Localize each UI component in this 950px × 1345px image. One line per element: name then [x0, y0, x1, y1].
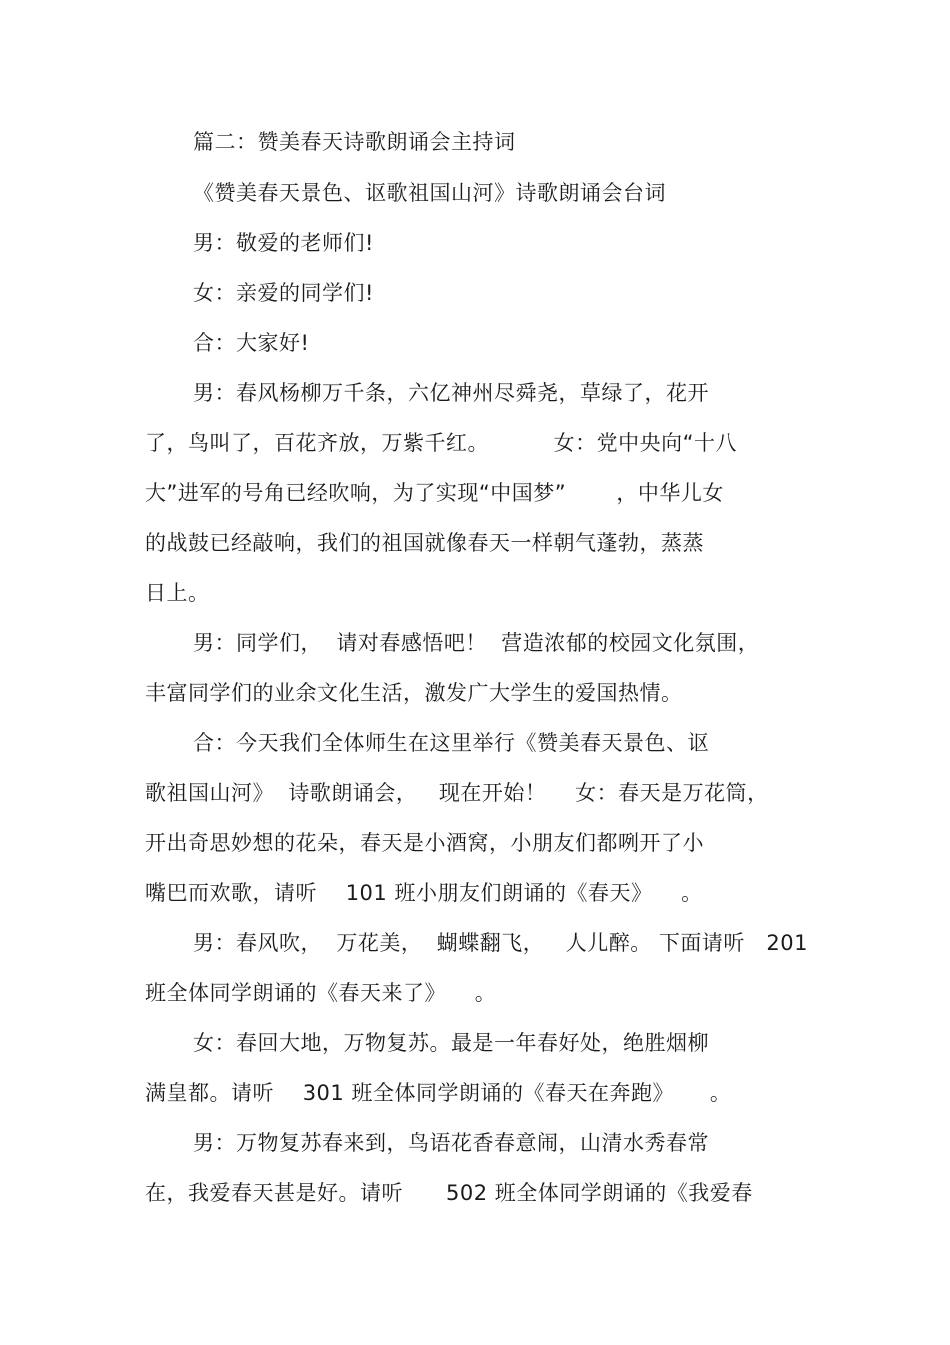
paragraph-line: 在，我爱春天甚是好。请听 502 班全体同学朗诵的《我爱春 — [145, 1181, 753, 1205]
paragraph-line: 女：春回大地，万物复苏。最是一年春好处，绝胜烟柳 — [193, 1031, 709, 1055]
paragraph-line: 班全体同学朗诵的《春天来了》 。 — [145, 981, 497, 1005]
paragraph-line: 大”进军的号角已经吹响，为了实现“中国梦” ，中华儿女 — [145, 481, 724, 505]
paragraph-line: 了，鸟叫了，百花齐放，万紫千红。 女：党中央向“十八 — [145, 431, 737, 455]
paragraph-line: 歌祖国山河》 诗歌朗诵会， 现在开始！ 女：春天是万花筒， — [145, 781, 769, 805]
paragraph-line: 男：同学们， 请对春感悟吧！ 营造浓郁的校园文化氛围， — [193, 631, 760, 655]
paragraph-line: 男：万物复苏春来到，鸟语花香春意闹，山清水秀春常 — [193, 1131, 709, 1155]
section-heading: 篇二：赞美春天诗歌朗诵会主持词 — [193, 130, 516, 154]
paragraph-line: 的战鼓已经敲响，我们的祖国就像春天一样朝气蓬勃，蒸蒸 — [145, 531, 704, 555]
paragraph-line: 合：今天我们全体师生在这里举行《赞美春天景色、讴 — [193, 731, 709, 755]
paragraph-line: 开出奇思妙想的花朵，春天是小酒窝，小朋友们都咧开了小 — [145, 831, 704, 855]
paragraph-line: 满皇都。请听 301 班全体同学朗诵的《春天在奔跑》 。 — [145, 1081, 732, 1105]
paragraph-line: 男：春风杨柳万千条，六亿神州尽舜尧，草绿了，花开 — [193, 381, 709, 405]
document-title: 《赞美春天景色、讴歌祖国山河》诗歌朗诵会台词 — [193, 181, 666, 205]
paragraph-line: 合：大家好! — [193, 331, 310, 355]
paragraph-line: 女：亲爱的同学们! — [193, 281, 374, 305]
paragraph-line: 男：春风吹， 万花美， 蝴蝶翻飞， 人儿醉。 下面请听 201 — [193, 931, 809, 955]
paragraph-line: 男：敬爱的老师们! — [193, 231, 374, 255]
paragraph-line: 嘴巴而欢歌，请听 101 班小朋友们朗诵的《春天》 。 — [145, 881, 703, 905]
paragraph-line: 日上。 — [145, 581, 210, 605]
paragraph-line: 丰富同学们的业余文化生活，激发广大学生的爱国热情。 — [145, 681, 683, 705]
